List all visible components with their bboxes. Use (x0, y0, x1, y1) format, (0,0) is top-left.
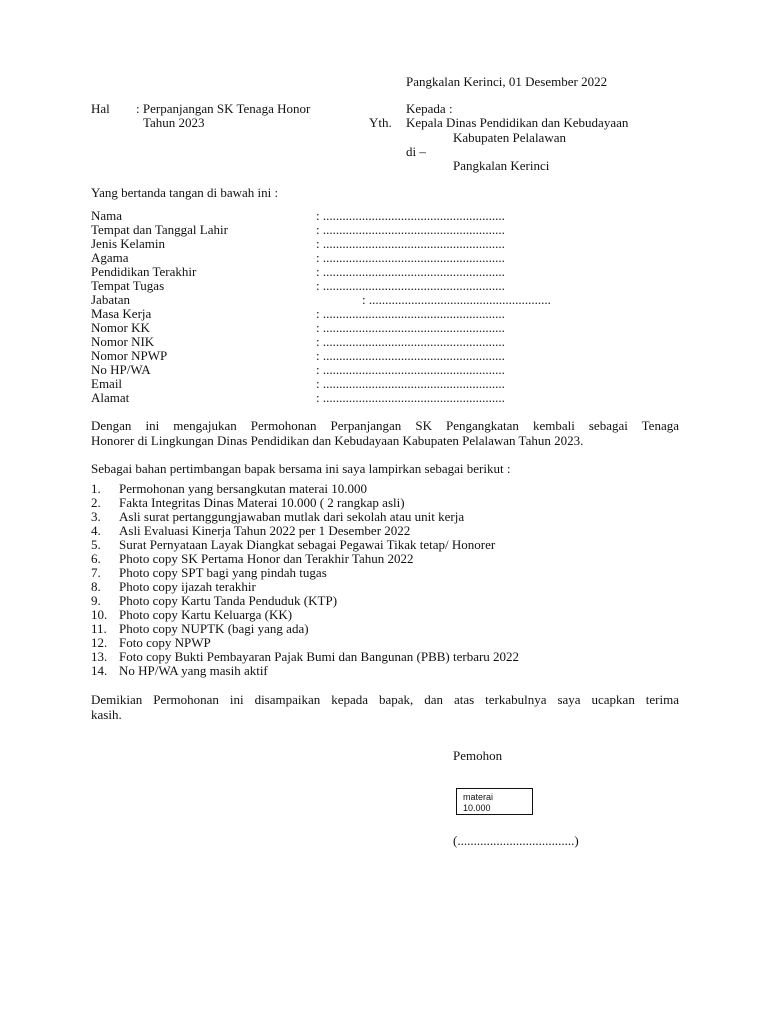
field-value-no-hp: : ........................................................ (316, 362, 505, 377)
field-label-ttl: Tempat dan Tanggal Lahir (91, 222, 228, 237)
field-label-agama: Agama (91, 250, 129, 265)
list-item-number: 6. (91, 551, 101, 566)
list-item-number: 8. (91, 579, 101, 594)
field-label-pendidikan: Pendidikan Terakhir (91, 264, 197, 279)
list-item-number: 1. (91, 481, 101, 496)
signature-name: (....................................) (453, 833, 579, 848)
field-value-pendidikan: : ........................................................ (316, 264, 505, 279)
field-value-nomor-nik: : ........................................................ (316, 334, 505, 349)
list-item-number: 3. (91, 509, 101, 524)
list-item: Photo copy ijazah terakhir (119, 579, 256, 594)
field-label-nomor-npwp: Nomor NPWP (91, 348, 168, 363)
list-item-number: 12. (91, 635, 108, 650)
recipient-kepada: Kepada : (406, 101, 453, 116)
list-item-number: 9. (91, 593, 101, 608)
attachments-intro: Sebagai bahan pertimbangan bapak bersama ini saya lampirkan sebagai berikut : (91, 461, 511, 476)
list-item: No HP/WA yang masih aktif (119, 663, 268, 678)
request-line-2: Honorer di Lingkungan Dinas Pendidikan dan Kebudayaan Kabupaten Pelalawan Tahun 2023. (91, 433, 584, 448)
field-label-tempat-tugas: Tempat Tugas (91, 278, 165, 293)
field-label-nama: Nama (91, 208, 123, 223)
field-value-jenis-kelamin: : ........................................................ (316, 236, 505, 251)
list-item: Foto copy NPWP (119, 635, 211, 650)
closing-line-2: kasih. (91, 707, 122, 722)
request-paragraph (91, 418, 679, 448)
field-label-nomor-kk: Nomor KK (91, 320, 150, 335)
list-item-number: 4. (91, 523, 101, 538)
field-label-alamat: Alamat (91, 390, 130, 405)
list-item: Asli Evaluasi Kinerja Tahun 2022 per 1 Desember 2022 (119, 523, 411, 538)
list-item: Photo copy Kartu Keluarga (KK) (119, 607, 293, 622)
field-value-ttl: : ........................................................ (316, 222, 505, 237)
stamp-box (456, 788, 533, 815)
list-item: Photo copy SPT bagi yang pindah tugas (119, 565, 327, 580)
stamp-line-1: materai (463, 792, 494, 802)
list-item-number: 10. (91, 607, 108, 622)
closing-paragraph (91, 692, 679, 722)
field-value-nama: : ........................................................ (316, 208, 505, 223)
subject-line-2: Tahun 2023 (143, 115, 205, 130)
list-item: Asli surat pertanggungjawaban mutlak dari sekolah atau unit kerja (119, 509, 465, 524)
recipient-yth: Yth. (369, 115, 392, 130)
field-value-nomor-kk: : ........................................................ (316, 320, 505, 335)
list-item: Permohonan yang bersangkutan materai 10.000 (119, 481, 368, 496)
list-item-number: 7. (91, 565, 101, 580)
field-value-masa-kerja: : ........................................................ (316, 306, 505, 321)
list-item-number: 11. (91, 621, 107, 636)
field-value-tempat-tugas: : ........................................................ (316, 278, 505, 293)
subject-line-1: : Perpanjangan SK Tenaga Honor (136, 101, 311, 116)
list-item: Photo copy NUPTK (bagi yang ada) (119, 621, 309, 636)
field-value-email: : ........................................................ (316, 376, 505, 391)
list-item-number: 13. (91, 649, 108, 664)
field-label-email: Email (91, 376, 123, 391)
list-item-number: 5. (91, 537, 101, 552)
stamp-line-2: 10.000 (463, 803, 491, 813)
field-value-jabatan: : ........................................................ (362, 292, 551, 307)
signature-title: Pemohon (453, 748, 503, 763)
recipient-line-1: Kepala Dinas Pendidikan dan Kebudayaan (406, 115, 629, 130)
field-label-masa-kerja: Masa Kerja (91, 306, 152, 321)
list-item-number: 14. (91, 663, 108, 678)
place-date: Pangkalan Kerinci, 01 Desember 2022 (406, 74, 608, 89)
field-label-nomor-nik: Nomor NIK (91, 334, 155, 349)
subject-label: Hal (91, 101, 110, 116)
closing-line-1: Demikian Permohonan ini disampaikan kepada bapak, dan atas terkabulnya saya ucapkan terima (91, 692, 679, 707)
list-item: Fakta Integritas Dinas Materai 10.000 ( 2 rangkap asli) (119, 495, 405, 510)
field-value-alamat: : ........................................................ (316, 390, 505, 405)
field-value-nomor-npwp: : ........................................................ (316, 348, 505, 363)
list-item: Surat Pernyataan Layak Diangkat sebagai Pegawai Tikak tetap/ Honorer (119, 537, 496, 552)
list-item: Photo copy SK Pertama Honor dan Terakhir Tahun 2022 (119, 551, 414, 566)
recipient-di: di – (406, 144, 426, 159)
field-label-jabatan: Jabatan (91, 292, 130, 307)
field-label-jenis-kelamin: Jenis Kelamin (91, 236, 166, 251)
field-label-no-hp: No HP/WA (91, 362, 151, 377)
list-item: Photo copy Kartu Tanda Penduduk (KTP) (119, 593, 338, 608)
field-value-agama: : ........................................................ (316, 250, 505, 265)
recipient-city: Pangkalan Kerinci (453, 158, 550, 173)
list-item-number: 2. (91, 495, 101, 510)
recipient-line-2: Kabupaten Pelalawan (453, 130, 566, 145)
intro-text: Yang bertanda tangan di bawah ini : (91, 185, 279, 200)
list-item: Foto copy Bukti Pembayaran Pajak Bumi dan Bangunan (PBB) terbaru 2022 (119, 649, 520, 664)
request-line-1: Dengan ini mengajukan Permohonan Perpanjangan SK Pengangkatan kembali sebagai Tenaga (91, 418, 679, 433)
